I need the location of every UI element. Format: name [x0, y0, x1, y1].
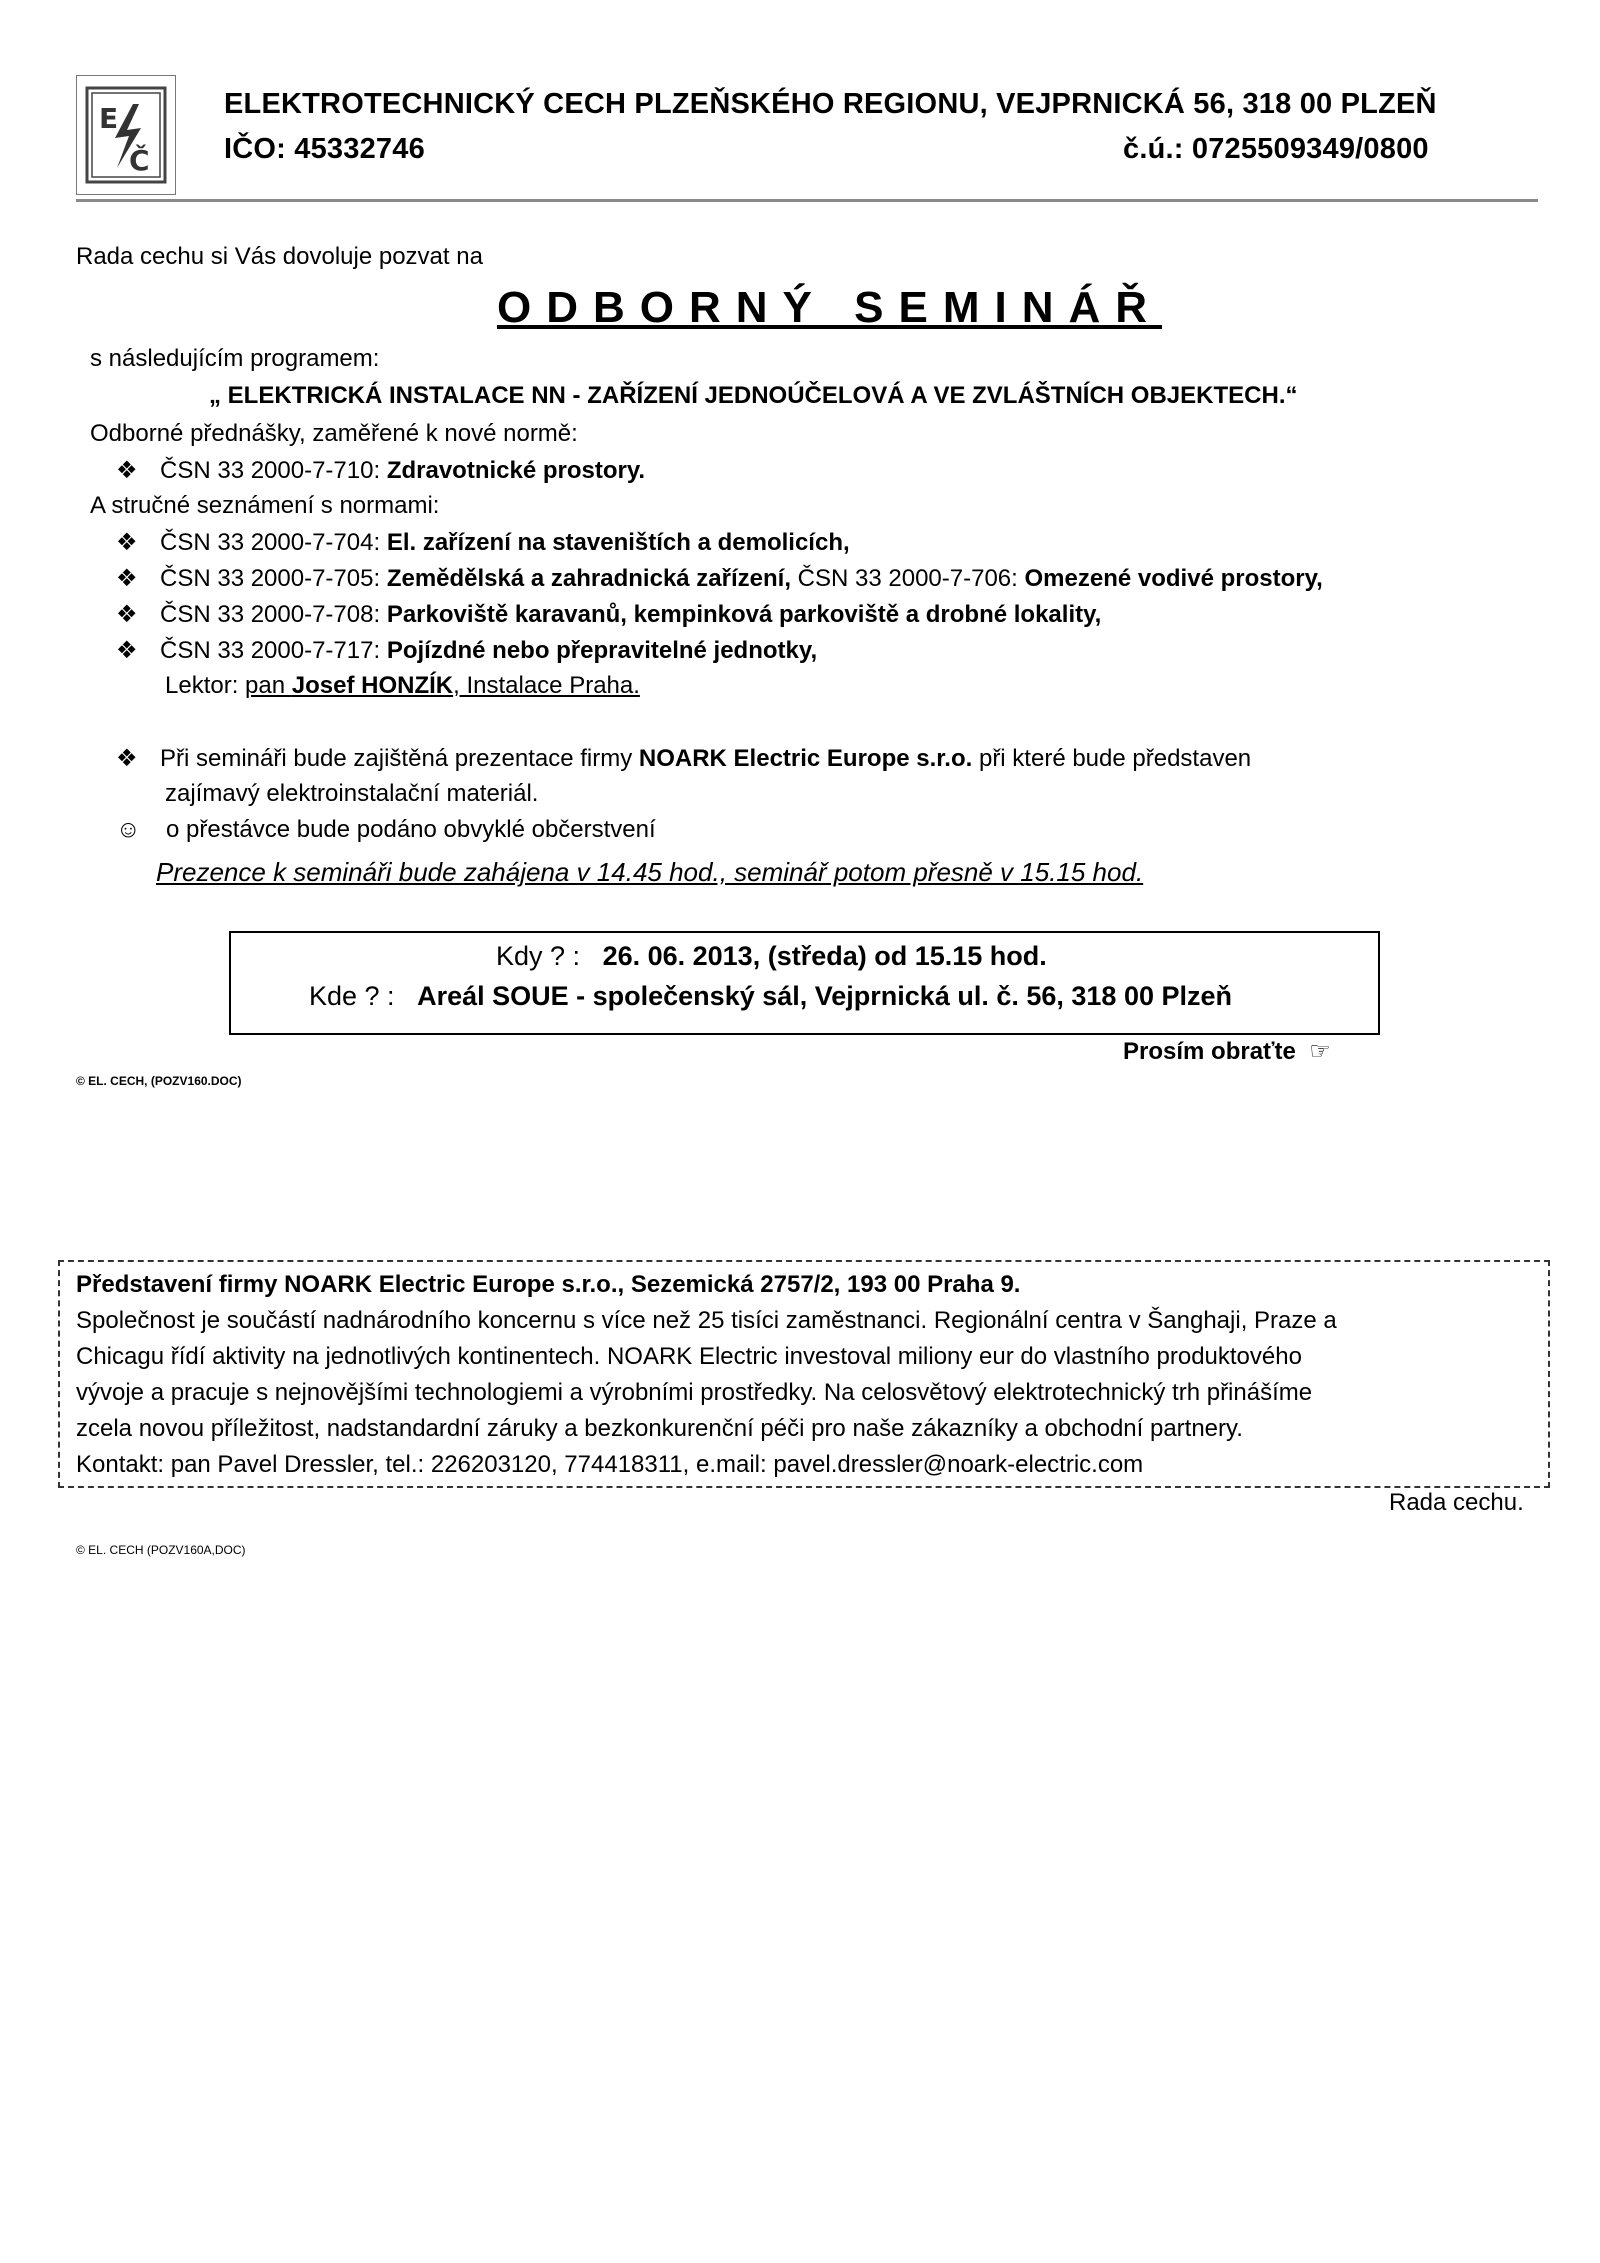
- lectures-intro: Odborné přednášky, zaměřené k nové normě:: [90, 420, 578, 447]
- company-text-line: Chicagu řídí aktivity na jednotlivých kontinentech. NOARK Electric investoval miliony eur do vlastního produktového: [76, 1343, 1302, 1370]
- bullet-icon: ❖: [116, 529, 138, 556]
- guild-logo: [76, 75, 176, 195]
- bullet-icon: ❖: [116, 565, 138, 592]
- refreshment-item: ☺ o přestávce bude podáno obvyklé občerstvení: [116, 816, 656, 843]
- guild-logo-icon: [77, 76, 175, 194]
- company-text-line: vývoje a pracuje s nejnovějšími technologiemi a výrobními prostředky. Na celosvětový elektrotechnický trh přinášíme: [76, 1379, 1313, 1406]
- norm-item: ❖ ČSN 33 2000-7-708: Parkoviště karavanů, kempinková parkoviště a drobné lokality,: [116, 601, 1102, 628]
- header-divider: [76, 199, 1538, 202]
- lector-line: Lektor: pan Josef HONZÍK, Instalace Praha.: [165, 672, 640, 699]
- company-text-line: Společnost je součástí nadnárodního koncernu s více než 25 tisíci zaměstnanci. Regionální centra v Šanghaji, Praze a: [76, 1307, 1337, 1334]
- lector-text: pan Josef HONZÍK, Instalace Praha.: [245, 672, 640, 699]
- when-line: Kdy ? : 26. 06. 2013, (středa) od 15.15 hod.: [496, 941, 1047, 971]
- bullet-icon: ❖: [116, 457, 138, 484]
- org-ico: IČO: 45332746: [224, 133, 425, 165]
- svg-text:Č: Č: [129, 144, 150, 177]
- seminar-title: ODBORNÝ SEMINÁŘ: [497, 283, 1163, 332]
- smile-icon: ☺: [116, 816, 141, 843]
- org-header: ELEKTROTECHNICKÝ CECH PLZEŇSKÉHO REGIONU, VEJPRNICKÁ 56, 318 00 PLZEŇ: [224, 88, 1437, 120]
- registration-note: Prezence k semináři bude zahájena v 14.45 hod., seminář potom přesně v 15.15 hod.: [156, 857, 1144, 887]
- bullet-icon: ❖: [116, 745, 138, 772]
- copyright-note: © EL. CECH, (POZV160.DOC): [76, 1074, 242, 1088]
- company-heading: Představení firmy NOARK Electric Europe s.r.o., Sezemická 2757/2, 193 00 Praha 9.: [76, 1271, 1021, 1298]
- invite-intro: Rada cechu si Vás dovoluje pozvat na: [76, 243, 483, 270]
- signature: Rada cechu.: [1389, 1489, 1524, 1516]
- turn-over-note: Prosím obraťte ☞: [1123, 1038, 1331, 1065]
- norm-item: ❖ ČSN 33 2000-7-717: Pojízdné nebo přepravitelné jednotky,: [116, 637, 818, 664]
- copyright-note: © EL. CECH (POZV160A,DOC): [76, 1543, 246, 1557]
- norm-item: ❖ ČSN 33 2000-7-705: Zemědělská a zahradnická zařízení, ČSN 33 2000-7-706: Omezené vodivé prostory,: [116, 565, 1323, 592]
- org-account: č.ú.: 0725509349/0800: [1123, 133, 1429, 165]
- presentation-item: ❖ Při semináři bude zajištěná prezentace firmy NOARK Electric Europe s.r.o. při které bude představen: [116, 745, 1252, 772]
- short-intro: A stručné seznámení s normami:: [90, 492, 440, 519]
- bullet-icon: ❖: [116, 637, 138, 664]
- company-contact: Kontakt: pan Pavel Dressler, tel.: 226203120, 774418311, e.mail: pavel.dressler@noark-electric.com: [76, 1451, 1144, 1478]
- presentation-line2: zajímavý elektroinstalační materiál.: [165, 780, 539, 807]
- pointing-hand-icon: ☞: [1309, 1038, 1331, 1065]
- lecture-item: ❖ ČSN 33 2000-7-710: Zdravotnické prostory.: [116, 457, 646, 484]
- svg-text:E: E: [99, 102, 119, 135]
- bullet-icon: ❖: [116, 601, 138, 628]
- program-intro: s následujícím programem:: [90, 345, 380, 372]
- norm-item: ❖ ČSN 33 2000-7-704: El. zařízení na staveništích a demolicích,: [116, 529, 850, 556]
- company-text-line: zcela novou příležitost, nadstandardní záruky a bezkonkurenční péči pro naše zákazníky a obchodní partnery.: [76, 1415, 1243, 1442]
- program-title: „ ELEKTRICKÁ INSTALACE NN - ZAŘÍZENÍ JEDNOÚČELOVÁ A VE ZVLÁŠTNÍCH OBJEKTECH.“: [209, 382, 1298, 409]
- where-line: Kde ? : Areál SOUE - společenský sál, Vejprnická ul. č. 56, 318 00 Plzeň: [309, 981, 1232, 1011]
